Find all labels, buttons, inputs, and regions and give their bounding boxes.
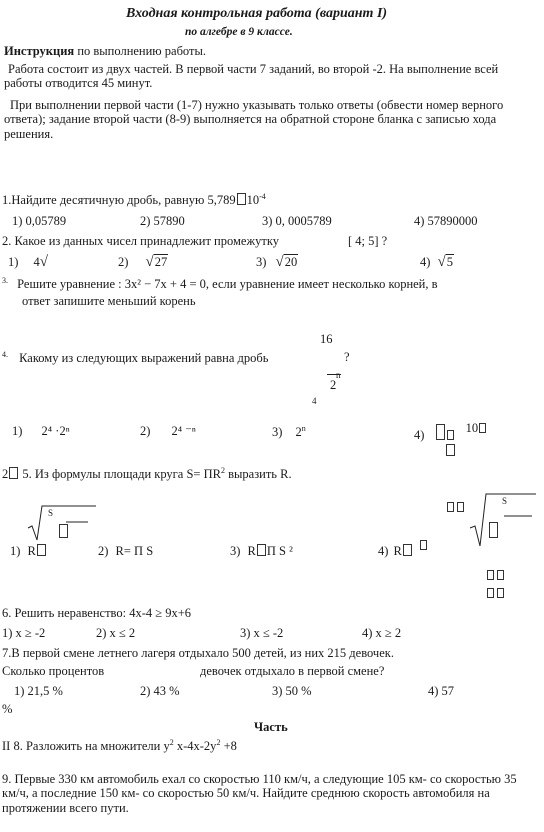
q5-option-4-num: 4): [378, 544, 389, 558]
q5-option-1-value: R: [27, 544, 36, 558]
question-4-text: Какому из следующих выражений равна дробь: [19, 351, 269, 366]
question-4-qmark: ?: [344, 350, 350, 364]
question-3: [2, 276, 438, 292]
question-1: [2, 192, 266, 208]
question-8-end: +8: [220, 739, 237, 754]
question-8: [2, 738, 237, 754]
pi-symbol: П: [203, 467, 213, 482]
question-1-exponent: -4: [259, 192, 266, 201]
formula-placeholder-icon: [497, 588, 504, 598]
q7-option-1[interactable]: 1) 21,5 %: [14, 684, 63, 698]
question-4: [2, 350, 268, 366]
radical-icon: √: [145, 254, 154, 270]
q5-option-1[interactable]: [10, 544, 47, 558]
formula-placeholder-icon: [37, 544, 46, 556]
question-2-text: 2. Какое из данных чисел принадлежит промежутку: [2, 234, 279, 248]
q2-option-1-value: 4: [33, 255, 40, 269]
q5-option-2-value: R= П S: [115, 544, 154, 558]
formula-placeholder-icon: [420, 540, 427, 550]
question-7-text: 7.В первой смене летнего лагеря отдыхало 500 детей, из них 215 девочек.: [2, 646, 394, 660]
q4-option-1[interactable]: [12, 424, 70, 438]
q4-option-2-value: 2⁴ ⁻ⁿ: [171, 424, 196, 438]
question-4-num: 4.: [2, 350, 8, 359]
question-3-text: Решите уравнение : 3x² − 7x + 4 = 0, если уравнение имеет несколько корней, в: [17, 277, 438, 292]
q7-option-4[interactable]: 4) 57: [428, 684, 455, 698]
q5-option-3-num: 3): [230, 544, 241, 558]
q4-option-1-value: 2⁴ ·2ⁿ: [41, 424, 70, 438]
q4-option-3[interactable]: [272, 424, 306, 440]
formula-placeholder-icon: [457, 502, 464, 512]
formula-placeholder-icon: [447, 430, 454, 440]
q5-option-1-frac-s: S: [48, 508, 54, 518]
question-1-text: 1.Найдите десятичную дробь, равную 5,789: [2, 193, 236, 208]
part-2-heading: Часть: [254, 720, 288, 734]
formula-placeholder-icon: [257, 544, 266, 556]
q2-option-3[interactable]: [256, 254, 298, 271]
instructions-paragraph-1: Работа состоит из двух частей. В первой части 7 заданий, во второй -2. На выполнение всей работы отводится 45 минут.: [4, 62, 499, 91]
radical-icon: √: [437, 254, 446, 270]
q5-option-4[interactable]: [378, 544, 428, 558]
question-7-text-2a: Сколько процентов: [2, 664, 105, 678]
question-3-num: 3.: [2, 276, 8, 285]
radical-icon: √: [39, 254, 49, 270]
instructions-heading: [4, 44, 206, 58]
q4-option-3-num: 3): [272, 425, 283, 440]
question-5-text-end: выразить R.: [224, 467, 292, 482]
question-1-power: 10: [246, 193, 260, 208]
formula-placeholder-icon: [497, 570, 504, 580]
formula-placeholder-icon: [436, 424, 445, 440]
question-4-frac-exponent: n: [336, 370, 341, 380]
question-8-sup: 2: [169, 738, 174, 747]
question-3-text-line2: ответ запишите меньший корень: [22, 294, 196, 308]
q7-option-4-percent: %: [2, 702, 13, 716]
question-5: [2, 466, 292, 482]
q2-option-2-num: 2): [118, 255, 129, 269]
question-5-text: 5. Из формулы площади круга S=: [19, 467, 204, 482]
q4-option-1-num: 1): [12, 424, 23, 438]
q2-option-4-num: 4): [420, 255, 431, 269]
q4-option-4-num: 4): [414, 428, 425, 442]
instructions-paragraph-2: При выполнении первой части (1-7) нужно указывать только ответы (обвести номер верного ответа); задание второй части (8-9) выполняется на обратной стороне бланка с записью хода решения.: [4, 98, 504, 141]
q7-option-2[interactable]: 2) 43 %: [140, 684, 180, 698]
instructions-heading-bold: Инструкция: [4, 44, 75, 58]
q4-option-3-exp-top: 4: [312, 396, 317, 406]
fraction-bar-icon: [327, 374, 341, 375]
doc-title: Входная контрольная работа (вариант I): [126, 6, 388, 21]
q5-option-2-num: 2): [98, 544, 109, 558]
q6-option-2[interactable]: 2) x ≤ 2: [96, 626, 136, 640]
q2-option-4-value: 5: [446, 255, 454, 269]
question-8-rest: х-4х-2у: [173, 739, 217, 754]
formula-placeholder-icon: [9, 467, 18, 479]
question-4-frac-denominator: 2: [330, 378, 337, 392]
question-7-text-2b: девочек отдыхало в первой смене?: [200, 664, 385, 678]
q5-option-2[interactable]: [98, 544, 153, 558]
q2-option-2[interactable]: [118, 254, 168, 271]
formula-placeholder-icon: [403, 544, 412, 556]
formula-placeholder-icon: [59, 524, 68, 538]
q4-option-2-num: 2): [140, 424, 151, 438]
q2-option-1-num: 1): [8, 255, 19, 269]
q6-option-1[interactable]: 1) x ≥ -2: [2, 626, 46, 640]
q5-option-1-num: 1): [10, 544, 21, 558]
q7-option-3[interactable]: 3) 50 %: [272, 684, 312, 698]
q5-option-3[interactable]: [230, 544, 293, 558]
q1-option-4[interactable]: 4) 57890000: [414, 214, 478, 228]
question-6-text: 6. Решить неравенство: 4х-4 ≥ 9х+6: [2, 606, 192, 620]
formula-placeholder-icon: [479, 423, 486, 433]
question-8-prefix: II: [2, 739, 11, 754]
doc-subtitle: по алгебре в 9 классе.: [185, 26, 293, 38]
q2-option-1[interactable]: [8, 254, 48, 271]
question-9-text: 9. Первые 330 км автомобиль ехал со скоростью 110 км/ч, а следующие 105 км- со скоростью 35 км/ч, а последние 150 км- со скоростью 50 км/ч. Найдите среднюю скорость автомобиля на протяжении всего пути.: [2, 772, 517, 815]
question-8-sup-2: 2: [216, 738, 221, 747]
q2-option-3-value: 20: [284, 255, 298, 269]
formula-placeholder-icon: [489, 522, 498, 538]
q5-option-3-tail: П S ²: [266, 544, 293, 558]
q4-option-3-exp-bottom: n: [301, 424, 306, 433]
q2-option-2-value: 27: [154, 255, 168, 269]
radical-icon: √: [275, 254, 284, 270]
q1-option-2[interactable]: 2) 57890: [140, 214, 185, 228]
question-2-interval: [ 4; 5] ?: [348, 234, 388, 248]
question-8-text: 8. Разложить на множители у: [10, 739, 170, 754]
q6-option-4[interactable]: 4) x ≥ 2: [362, 626, 402, 640]
multiply-symbol-icon: [237, 193, 246, 205]
q4-option-4[interactable]: [414, 421, 487, 442]
q1-option-1[interactable]: 1) 0,05789: [12, 214, 67, 228]
q5-option-4-value: R: [393, 544, 402, 558]
question-5-r: R: [212, 467, 221, 482]
q4-option-2[interactable]: [140, 424, 196, 438]
formula-placeholder-icon: [487, 588, 494, 598]
q5-option-3-value: R: [247, 544, 256, 558]
q5-option-4-frac-s: S: [502, 496, 508, 506]
question-5-sup: 2: [220, 466, 225, 475]
q2-option-3-num: 3): [256, 255, 267, 269]
q1-option-3[interactable]: 3) 0, 0005789: [262, 214, 332, 228]
formula-placeholder-icon: [446, 444, 455, 456]
q4-option-3-value: 2: [295, 425, 302, 440]
instructions-heading-rest: по выполнению работы.: [74, 44, 206, 58]
formula-placeholder-icon: [447, 502, 454, 512]
q4-option-4-value: 10: [465, 421, 479, 435]
question-4-frac-numerator: 16: [320, 332, 333, 346]
q6-option-3[interactable]: 3) x ≤ -2: [240, 626, 284, 640]
formula-placeholder-icon: [487, 570, 494, 580]
q2-option-4[interactable]: [420, 254, 454, 271]
question-5-prefix: 2: [2, 467, 9, 482]
